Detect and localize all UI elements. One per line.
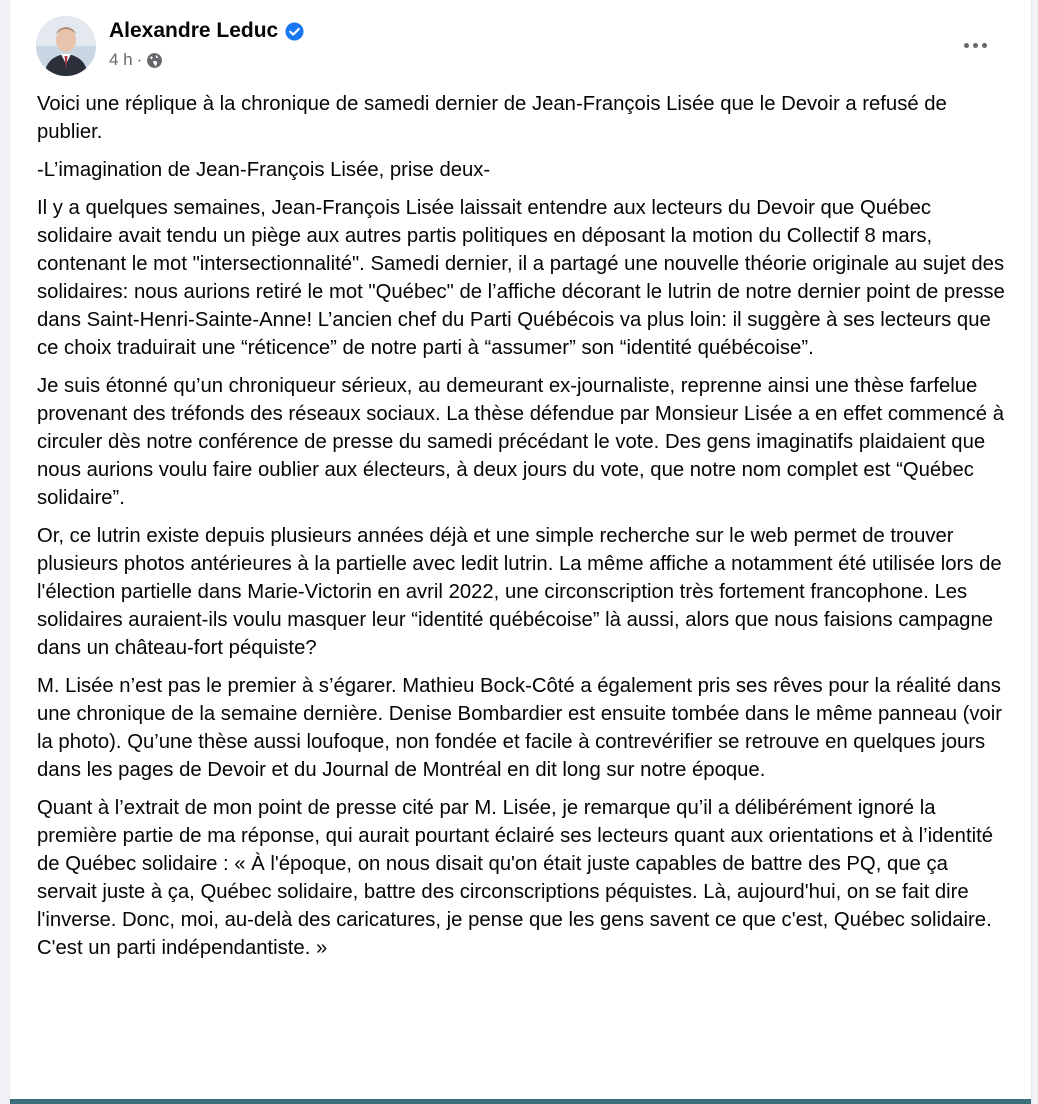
meta-separator: ·	[136, 50, 143, 69]
footer-bar	[10, 1099, 1031, 1104]
post-paragraph: Quant à l’extrait de mon point de presse cité par M. Lisée, je remarque qu’il a délibérément ignoré la première partie de ma réponse, qui aurait pourtant éclairé ses lecteurs quant aux orientations et à l’identité de Québec solidaire : « À l'époque, on nous disait qu'on était juste capables de battre des PQ, que ça servait juste à ça, Québec solidaire, battre des circonscriptions péquistes. Là, aujourd'hui, on se fait dire l'inverse. Donc, moi, au-delà des caricatures, je pense que les gens savent ce que c'est, Québec solidaire. C'est un parti indépendantiste. »	[37, 797, 994, 959]
post-paragraph: M. Lisée n’est pas le premier à s’égarer. Mathieu Bock-Côté a également pris ses rêves pour la réalité dans une chronique de la semaine dernière. Denise Bombardier est ensuite tombée dans le même panneau (voir la photo). Qu’une thèse aussi loufoque, non fondée et facile à contrevérifier se retrouve en quelques jours dans les pages de Devoir et du Journal de Montréal en dit long sur notre époque.	[37, 675, 1003, 781]
verified-badge-icon	[285, 22, 304, 41]
more-dot	[973, 43, 978, 48]
post-paragraph: Or, ce lutrin existe depuis plusieurs années déjà et une simple recherche sur le web permet de trouver plusieurs photos antérieures à la partielle avec ledit lutrin. La même affiche a notamment été utilisée lors de l'élection partielle dans Marie-Victorin en avril 2022, une circonscription très fortement francophone. Les solidaires auraient-ils voulu masquer leur “identité québécoise” là aussi, alors que nous faisions campagne dans un château-fort péquiste?	[37, 525, 1002, 659]
more-options-button[interactable]	[955, 32, 995, 58]
post-header	[36, 16, 1007, 80]
author-name[interactable]: Alexandre Leduc	[109, 19, 279, 42]
post-timestamp[interactable]: 4 h	[109, 50, 133, 69]
author-avatar[interactable]	[36, 16, 96, 76]
globe-icon[interactable]	[146, 52, 163, 69]
avatar-portrait	[36, 16, 96, 76]
more-dot	[982, 43, 987, 48]
post-paragraph: -L’imagination de Jean-François Lisée, prise deux-	[37, 159, 491, 181]
post-meta	[109, 50, 163, 70]
post-paragraph: Voici une réplique à la chronique de samedi dernier de Jean-François Lisée que le Devoir a refusé de publier.	[37, 93, 947, 143]
more-dot	[964, 43, 969, 48]
author-line	[109, 19, 304, 43]
post-paragraph: Il y a quelques semaines, Jean-François Lisée laissait entendre aux lecteurs du Devoir que Québec solidaire avait tendu un piège aux autres partis politiques en déposant la motion du Collectif 8 mars, contenant le mot "intersectionnalité". Samedi dernier, il a partagé une nouvelle théorie originale au sujet des solidaires: nous aurions retiré le mot "Québec" de l’affiche décorant le lutrin de notre dernier point de presse dans Saint-Henri-Sainte-Anne! L’ancien chef du Parti Québécois va plus loin: il suggère à ses lecteurs que ce choix traduirait une “réticence” de notre parti à “assumer” son “identité québécoise”.	[37, 197, 1005, 359]
post-card	[10, 0, 1031, 1104]
post-paragraph: Je suis étonné qu’un chroniqueur sérieux, au demeurant ex-journaliste, reprenne ainsi une thèse farfelue provenant des tréfonds des réseaux sociaux. La thèse défendue par Monsieur Lisée a en effet commencé à circuler dès notre conférence de presse du samedi précédant le vote. Des gens imaginatifs plaidaient que nous aurions voulu faire oublier aux électeurs, à deux jours du vote, que notre nom complet est “Québec solidaire”.	[37, 375, 1004, 509]
post-body	[37, 90, 1012, 972]
